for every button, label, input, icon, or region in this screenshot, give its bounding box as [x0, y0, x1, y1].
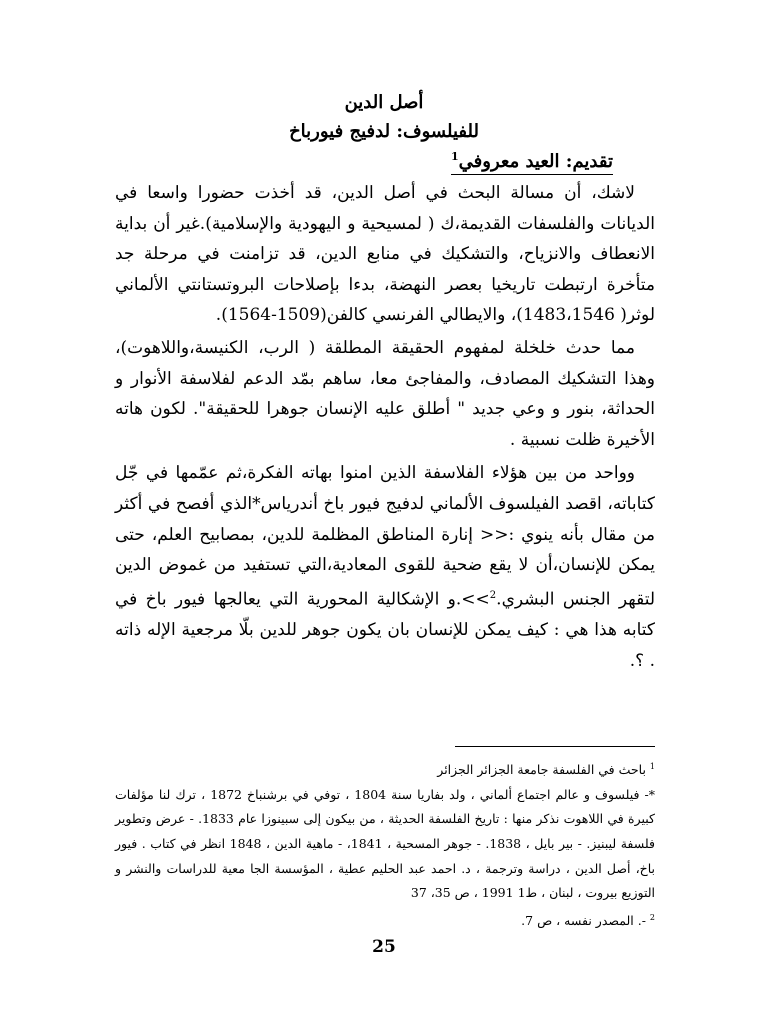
- paragraph-3: [115, 458, 655, 676]
- footnote-star: *- فيلسوف و عالم اجتماع ألماني ، ولد بفاريا سنة 1804 ، توفي في برشنباخ 1872 ، ترك لنا مؤلفات كبيرة في اللاهوت نذكر منها : تاريخ الفلسفة الحديثة ، من بيكون إلى سبينوزا عام 1833. - عرض وتطوير فلسفة ليبنيز. - بير بايل ، 1838. - جوهر المسحية ، 1841، - ماهية الدين ، 1848 انظر في كتاب . فيور باخ، أصل الدين ، دراسة وترجمة ، د. احمد عبد الحليم عطية ، المؤسسة الجا معية للدراسات والنشر و التوزيع بيروت ، لبنان ، ط1 1991 ، ص 35، 37: [115, 786, 656, 901]
- document-title: أصل الدين: [344, 92, 424, 113]
- footnote-2-text: -. المصدر نفسه ، ص 7.: [521, 912, 646, 928]
- footnote-separator: [455, 746, 655, 747]
- author-footnote-ref: 1: [451, 150, 459, 163]
- footnote-1-ref: 1: [649, 762, 655, 771]
- paragraph-1: لاشك، أن مسالة البحث في أصل الدين، قد أخذت حضورا واسعا في الديانات والفلسفات القديمة،ك ( لمسيحية و اليهودية والإسلامية).غير أن بداية الانعطاف والانزياح، والتشكيك في منابع الدين، قد تزامنت في مرحلة جد متأخرة ارتبطت تاريخيا بعصر النهضة، بدءا بإصلاحات البروتستانتي الألماني لوثر( 1483،1546)، والايطالي الفرنسي كالفن(1509-1564).: [115, 183, 655, 326]
- paragraph-2: مما حدث خلخلة لمفهوم الحقيقة المطلقة ( الرب، الكنيسة،واللاهوت)، وهذا التشكيك المصادف، والمفاجئ معا، ساهم بمّد الدعم لفلاسفة الأنوار و الحداثة، بنور و وعي جديد " أطلق عليه الإنسان جوهرا للحقيقة". لكون هاته الأخيرة ظلت نسبية .: [115, 337, 655, 450]
- document-subtitle: للفيلسوف: لدفيج فيورباخ: [289, 121, 479, 142]
- footnote-2-ref: 2: [649, 912, 655, 922]
- footnote-1-text: باحث في الفلسفة جامعة الجزائر الجزائر: [437, 762, 646, 778]
- paragraph-3-text-a: وواحد من بين هؤلاء الفلاسفة الذين امنوا بهاته الفكرة،ثم عمّمها في جّل كتاباته، اقصد الفيلسوف الألماني لدفيج فيور باخ أندرياس*الذي أفصح في أكثر من مقال بأنه ينوي :<< إنارة المناطق المظلمة للدين، بمصابيح العلم، حتى يمكن للإنسان،أن لا يقع ضحية للقوى المعادية،التي تستفيد من غموض الدين لتقهر الجنس البشري.: [115, 463, 655, 610]
- footnote-1: [115, 755, 655, 783]
- paragraph-3-footnote-ref: 2: [489, 589, 497, 601]
- page-number: 25: [372, 937, 396, 957]
- author-line: [451, 150, 613, 175]
- footnotes: [115, 755, 655, 933]
- body-text: [115, 178, 655, 676]
- footnote-2: [115, 906, 655, 934]
- paragraph-3-text-b: >>.و الإشكالية المحورية التي يعالجها فيور باخ في كتابه هذا هي : كيف يمكن للإنسان بان يكون جوهر للدين بلّا مرجعية الإله ذاته . ؟.: [115, 589, 655, 671]
- author-label: تقديم: العيد معروفي: [458, 151, 613, 172]
